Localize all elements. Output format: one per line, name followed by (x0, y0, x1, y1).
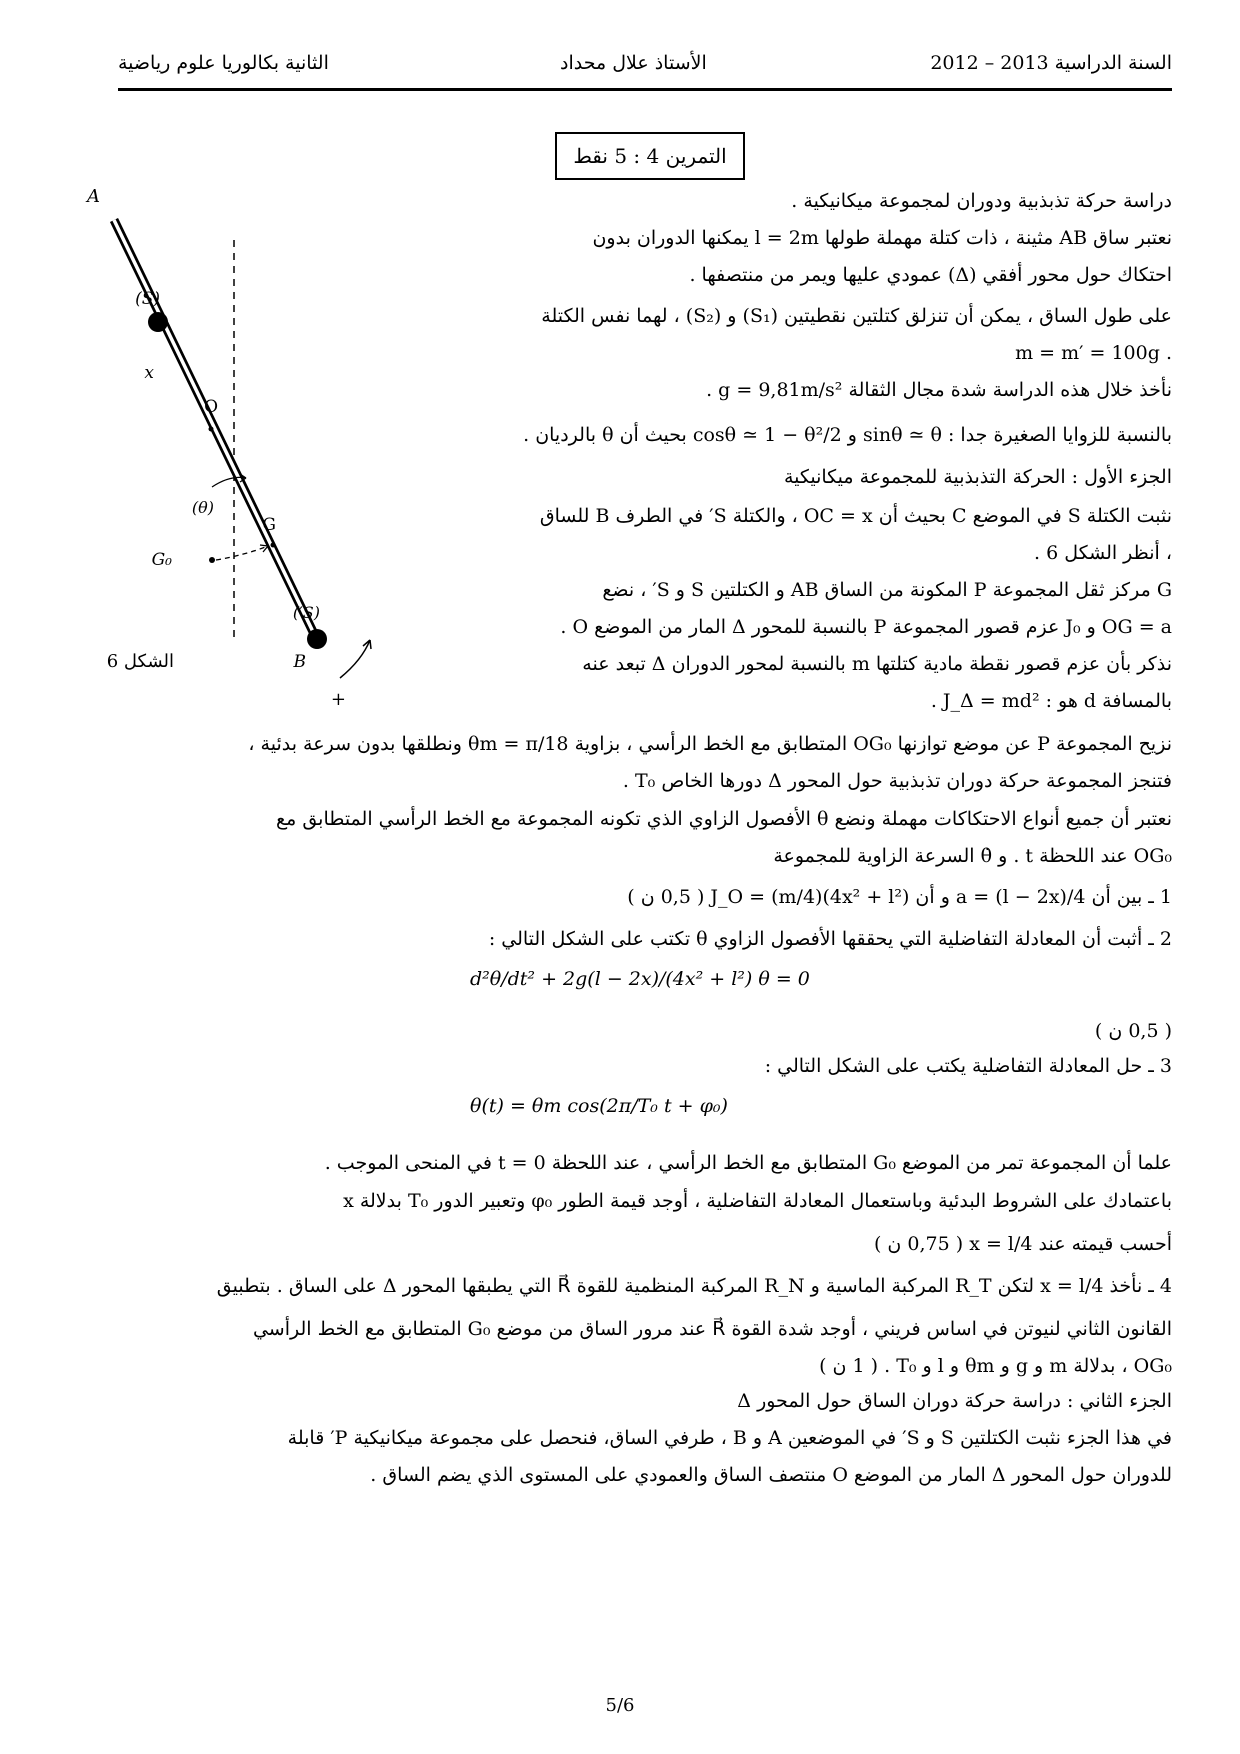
point-g0 (209, 557, 215, 563)
question-3: 3 ـ حل المعادلة التفاضلية يكتب على الشكل التالي : (764, 1055, 1172, 1077)
exercise-title-text: التمرين 4 : 5 نقط (573, 144, 727, 168)
text-line: نزيح المجموعة P عن موضع توازنها OG₀ المتطابق مع الخط الرأسي ، بزاوية θm = π/18 ونطلقها بدون سرعة بدئية ، (248, 733, 1172, 755)
text-line: علما أن المجموعة تمر من الموضع G₀ المتطابق مع الخط الرأسي ، عند اللحظة t = 0 في المنحى الموجب . (324, 1152, 1172, 1174)
differential-equation: d²θ/dt² + 2g(l − 2x)/(4x² + l²) θ = 0 (470, 968, 810, 990)
text-line: نعتبر ساق AB مثينة ، ذات كتلة مهملة طولها l = 2m يمكنها الدوران بدون (592, 227, 1172, 249)
section-heading: الجزء الأول : الحركة التذبذبية للمجموعة ميكانيكية (783, 466, 1172, 488)
page-number: 5/6 (605, 1695, 635, 1716)
text-line: نعتبر أن جميع أنواع الاحتكاكات مهملة ونضع θ الأفصول الزاوي الذي تكونه المجموعة مع الخط الرأسي المتطابق مع (275, 808, 1172, 830)
text-line: دراسة حركة تذبذبية ودوران لمجموعة ميكانيكية . (791, 190, 1172, 212)
header-level: الثانية بكالوريا علوم رياضية (118, 52, 329, 74)
text-line: بالنسبة للزوايا الصغيرة جدا : sinθ ≃ θ و cosθ ≃ 1 − θ²/2 بحيث أن θ بالرديان . (523, 424, 1172, 446)
text-line: OG = a و J₀ عزم قصور المجموعة P بالنسبة للمحور Δ المار من الموضع O . (560, 616, 1172, 638)
mass-s-prime (307, 629, 327, 649)
text-line: أحسب قيمته عند x = l/4 ( 0,75 ن ) (873, 1233, 1172, 1255)
text-line: G مركز ثقل المجموعة P المكونة من الساق AB و الكتلتين S و S′ ، نضع (602, 579, 1172, 601)
point-g (271, 543, 276, 548)
rod-ab (114, 220, 316, 638)
text-line: احتكاك حول محور أفقي (Δ) عمودي عليها ويمر من منتصفها . (689, 264, 1172, 286)
text-line: القانون الثاني لنيوتن في اساس فريني ، أوجد شدة القوة R⃗ عند مرور الساق من موضع G₀ المتطابق مع الخط الرأسي (252, 1318, 1172, 1340)
pivot-point-o (209, 427, 214, 432)
text-line: باعتمادك على الشروط البدئية وباستعمال المعادلة التفاضلية ، أوجد قيمة الطور φ₀ وتعبير الدور T₀ بدلالة x (343, 1190, 1172, 1212)
section-heading-2: الجزء الثاني : دراسة حركة دوران الساق حول المحور Δ (737, 1390, 1172, 1412)
text-line: . m = m′ = 100g (1015, 342, 1172, 364)
exercise-title (555, 132, 745, 180)
text-line: OG₀ ، بدلالة m و g و θm و l و T₀ . ( 1 ن ) (819, 1355, 1172, 1377)
text-line: للدوران حول المحور Δ المار من الموضع O منتصف الساق والعمودي على المستوى الذي يضم الساق . (370, 1464, 1172, 1486)
points-q2: ( 0,5 ن ) (1094, 1020, 1172, 1042)
text-line: على طول الساق ، يمكن أن تنزلق كتلتين نقطيتين (S₁) و (S₂) ، لهما نفس الكتلة (541, 305, 1172, 327)
text-line: ، أنظر الشكل 6 . (1034, 542, 1172, 564)
label-x: x (144, 363, 154, 383)
label-g0: G₀ (151, 550, 172, 570)
label-plus: + (330, 689, 346, 710)
g0-to-g-dashed-arc (216, 546, 268, 560)
question-2: 2 ـ أثبت أن المعادلة التفاضلية التي يحققها الأفصول الزاوي θ تكتب على الشكل التالي : (488, 928, 1172, 950)
label-o: O (204, 397, 218, 417)
solution-equation: θ(t) = θm cos(2π/T₀ t + φ₀) (470, 1095, 728, 1117)
rotation-arc (340, 640, 370, 678)
header-year: السنة الدراسية 2013 – 2012 (930, 52, 1172, 74)
label-b: B (293, 652, 306, 672)
text-line: بالمسافة d هو : J_Δ = md² . (930, 690, 1172, 712)
label-g: G (262, 515, 276, 535)
figure-6-pendulum (87, 186, 440, 790)
text-line: فتنجز المجموعة حركة دوران تذبذبية حول المحور Δ دورها الخاص T₀ . (622, 770, 1172, 792)
text-line: نثبت الكتلة S في الموضع C بحيث أن OC = x ، والكتلة S′ في الطرف B للساق (539, 505, 1172, 527)
figure-caption: الشكل 6 (106, 651, 174, 672)
question-4: 4 ـ نأخذ x = l/4 لتكن R_T المركبة الماسية و R_N المركبة المنظمية للقوة R⃗ التي يطبقها المحور Δ على الساق . بتطبيق (216, 1275, 1172, 1297)
mass-s (148, 312, 168, 332)
header-teacher: الأستاذ علال محداد (560, 52, 707, 74)
label-s: (S) (135, 289, 160, 309)
text-line: في هذا الجزء نثبت الكتلتين S و S′ في الموضعين A و B ، طرفي الساق، فنحصل على مجموعة ميكانيكية P′ قابلة (287, 1427, 1172, 1449)
label-s-prime: (S′) (292, 603, 320, 622)
question-1: 1 ـ بين أن a = (l − 2x)/4 و أن J_O = (m/4)(4x² + l²) ( 0,5 ن ) (627, 886, 1172, 908)
text-line: OG₀ عند اللحظة t . و θ̇ السرعة الزاوية للمجموعة (773, 845, 1172, 867)
text-line: نذكر بأن عزم قصور نقطة مادية كتلتها m بالنسبة لمحور الدوران Δ تبعد عنه (582, 653, 1172, 675)
label-a: A (87, 186, 100, 207)
header-divider (118, 88, 1172, 91)
label-theta: (θ) (191, 498, 214, 517)
text-line: نأخذ خلال هذه الدراسة شدة مجال الثقالة g = 9,81m/s² . (706, 379, 1172, 401)
